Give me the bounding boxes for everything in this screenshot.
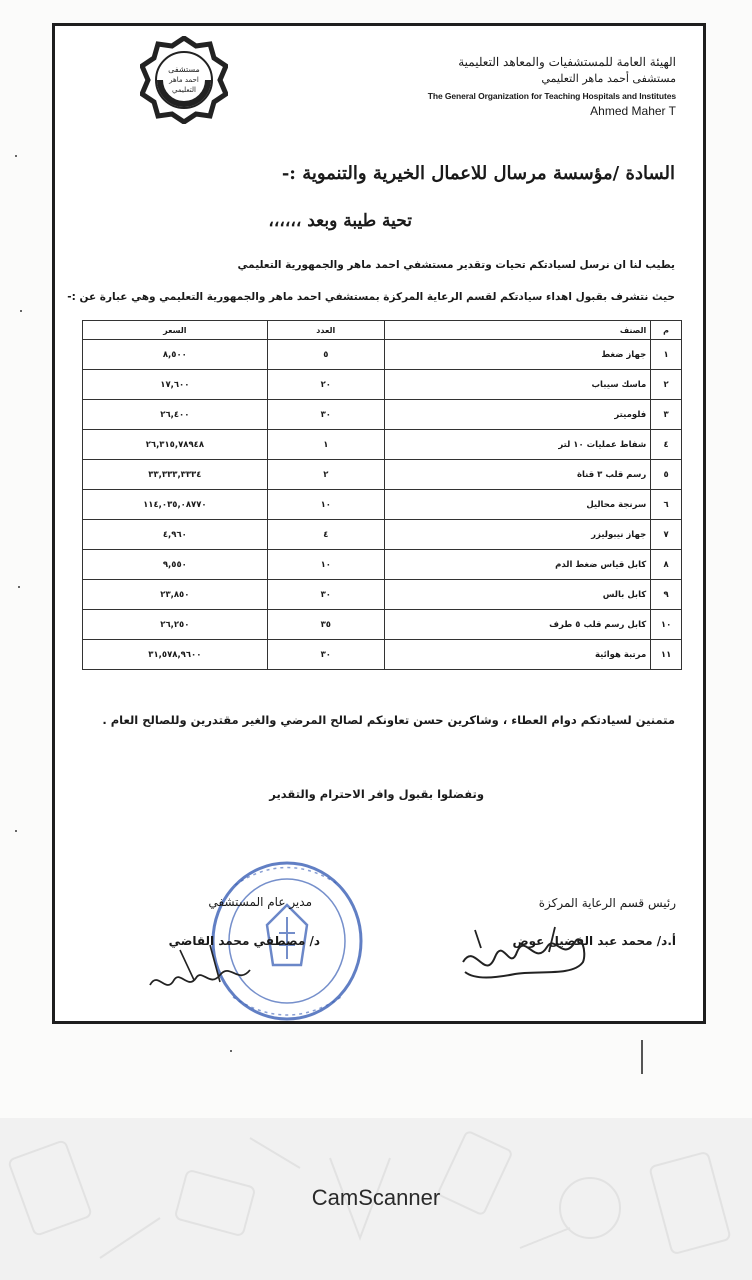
row-price: ١١٤,٠٣٥,٠٨٧٧٠ bbox=[83, 490, 268, 520]
hospital-name-ar: مستشفى أحمد ماهر التعليمي bbox=[541, 72, 676, 85]
table-row bbox=[83, 430, 682, 460]
row-qty: ٥ bbox=[267, 340, 384, 370]
row-qty: ٢٠ bbox=[267, 370, 384, 400]
table-header-row bbox=[83, 321, 682, 340]
row-price: ٢٦,٣١٥,٧٨٩٤٨ bbox=[83, 430, 268, 460]
director-title: مدير عام المستشفي bbox=[208, 895, 312, 909]
row-price: ١٧,٦٠٠ bbox=[83, 370, 268, 400]
scan-speck bbox=[15, 830, 17, 832]
table-row bbox=[83, 610, 682, 640]
greeting: تحية طيبة وبعد ،،،،،، bbox=[268, 211, 412, 231]
table-row bbox=[83, 340, 682, 370]
row-qty: ٣٥ bbox=[267, 610, 384, 640]
table-row bbox=[83, 400, 682, 430]
table-row bbox=[83, 640, 682, 670]
closing-regards: وتفضلوا بقبول وافر الاحترام والتقدير bbox=[269, 787, 484, 801]
row-qty: ١٠ bbox=[267, 490, 384, 520]
row-item: جهاز ضغط bbox=[384, 340, 650, 370]
row-no: ٥ bbox=[651, 460, 682, 490]
org-name-ar: الهيئة العامة للمستشفيات والمعاهد التعليمية bbox=[458, 55, 676, 69]
row-price: ٣٣,٣٣٣,٣٣٣٤ bbox=[83, 460, 268, 490]
hospital-logo bbox=[140, 36, 228, 124]
header-no: م bbox=[651, 321, 682, 340]
row-no: ٩ bbox=[651, 580, 682, 610]
scan-speck bbox=[15, 155, 17, 157]
row-item: رسم قلب ٣ قناة bbox=[384, 460, 650, 490]
table-row bbox=[83, 490, 682, 520]
svg-text:احمد ماهر: احمد ماهر bbox=[169, 76, 199, 84]
row-item: كابل قياس ضغط الدم bbox=[384, 550, 650, 580]
row-qty: ٢ bbox=[267, 460, 384, 490]
row-no: ٤ bbox=[651, 430, 682, 460]
header-item: الصنف bbox=[384, 321, 650, 340]
row-price: ٩,٥٥٠ bbox=[83, 550, 268, 580]
row-qty: ٣٠ bbox=[267, 400, 384, 430]
org-name-en: The General Organization for Teaching Hospitals and Institutes bbox=[427, 91, 676, 101]
row-price: ٤,٩٦٠ bbox=[83, 520, 268, 550]
row-item: كابل بالس bbox=[384, 580, 650, 610]
donation-line: حيث نتشرف بقبول اهداء سيادتكم لقسم الرعاية المركزة بمستشفي احمد ماهر والجمهورية التعليمي وهي عبارة عن :- bbox=[67, 291, 675, 303]
camscanner-brand: CamScanner bbox=[311, 1185, 441, 1210]
row-qty: ٤ bbox=[267, 520, 384, 550]
row-price: ٨,٥٠٠ bbox=[83, 340, 268, 370]
row-item: كابل رسم قلب ٥ طرف bbox=[384, 610, 650, 640]
table-row bbox=[83, 550, 682, 580]
scan-line bbox=[641, 1040, 643, 1074]
row-price: ٣١,٥٧٨,٩٦٠٠ bbox=[83, 640, 268, 670]
row-no: ٧ bbox=[651, 520, 682, 550]
row-no: ١ bbox=[651, 340, 682, 370]
row-no: ٢ bbox=[651, 370, 682, 400]
intro-line: يطيب لنا ان نرسل لسيادتكم تحيات وتقدير مستشفي احمد ماهر والجمهورية التعليمي bbox=[237, 259, 675, 271]
row-qty: ١٠ bbox=[267, 550, 384, 580]
row-item: جهاز نيبوليزر bbox=[384, 520, 650, 550]
row-no: ١١ bbox=[651, 640, 682, 670]
row-price: ٢٣,٨٥٠ bbox=[83, 580, 268, 610]
header-price: السعر bbox=[83, 321, 268, 340]
icu-head-name: أ.د/ محمد عبد الفضيل عوض bbox=[512, 934, 676, 948]
row-qty: ٣٠ bbox=[267, 580, 384, 610]
row-item: سرنجة محاليل bbox=[384, 490, 650, 520]
addressee: السادة /مؤسسة مرسال للاعمال الخيرية والتنموية :- bbox=[281, 163, 675, 184]
svg-text:مستشفى: مستشفى bbox=[168, 65, 200, 74]
table-row bbox=[83, 580, 682, 610]
donation-table bbox=[82, 320, 682, 670]
scan-speck bbox=[18, 586, 20, 588]
hospital-name-en: Ahmed Maher T bbox=[590, 104, 676, 118]
row-item: مرتبة هوائية bbox=[384, 640, 650, 670]
row-no: ٨ bbox=[651, 550, 682, 580]
scan-speck bbox=[230, 1050, 232, 1052]
row-price: ٢٦,٤٠٠ bbox=[83, 400, 268, 430]
row-qty: ١ bbox=[267, 430, 384, 460]
header-qty: العدد bbox=[267, 321, 384, 340]
row-price: ٢٦,٢٥٠ bbox=[83, 610, 268, 640]
row-no: ٣ bbox=[651, 400, 682, 430]
table-row bbox=[83, 520, 682, 550]
table-row bbox=[83, 370, 682, 400]
scan-speck bbox=[20, 310, 22, 312]
row-item: شفاط عمليات ١٠ لتر bbox=[384, 430, 650, 460]
icu-head-signature bbox=[455, 922, 595, 992]
director-signature bbox=[140, 940, 260, 1010]
director-name: د/ مصطفي محمد القاضي bbox=[168, 934, 320, 948]
row-item: فلوميتر bbox=[384, 400, 650, 430]
row-item: ماسك سيباب bbox=[384, 370, 650, 400]
row-no: ١٠ bbox=[651, 610, 682, 640]
row-no: ٦ bbox=[651, 490, 682, 520]
closing-wishes: متمنين لسيادتكم دوام العطاء ، وشاكرين حسن تعاونكم لصالح المرضي والغير مقتدرين وللصالح العام . bbox=[102, 713, 675, 727]
row-qty: ٣٠ bbox=[267, 640, 384, 670]
table-row bbox=[83, 460, 682, 490]
svg-text:التعليمي: التعليمي bbox=[172, 86, 196, 94]
icu-head-title: رئيس قسم الرعاية المركزة bbox=[538, 896, 676, 910]
